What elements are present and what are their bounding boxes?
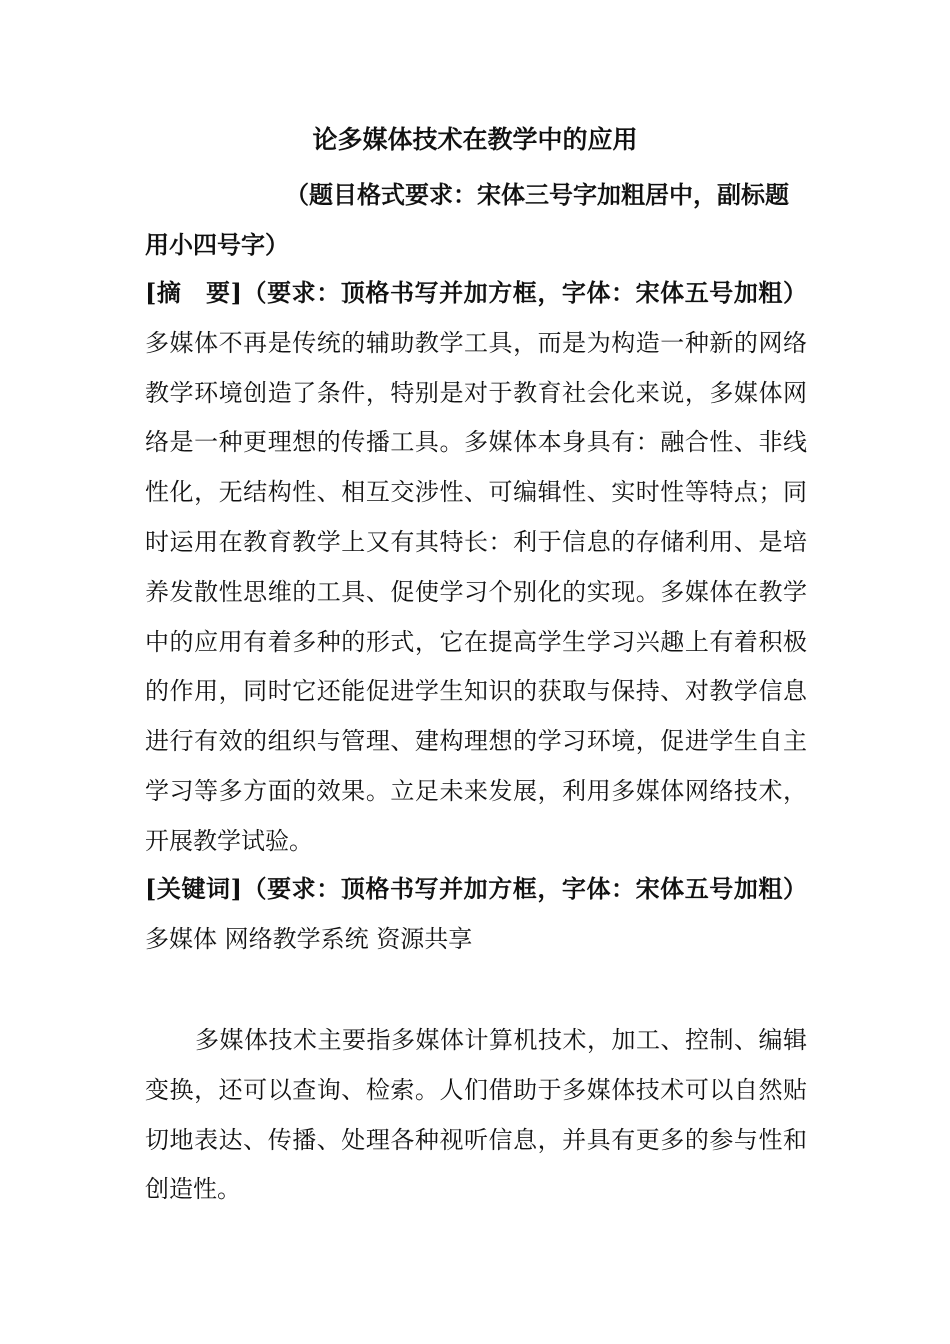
abstract-requirement: （要求：顶格书写并加方框，字体：宋体五号加粗）	[241, 278, 807, 307]
body-paragraph: 多媒体技术主要指多媒体计算机技术，加工、控制、编辑变换，还可以查询、检索。人们借助于多媒体技术可以自然贴切地表达、传播、处理各种视听信息，并具有更多的参与性和创造性。	[145, 1026, 807, 1204]
document-title: 论多媒体技术在教学中的应用	[312, 125, 638, 154]
abstract-paragraph	[145, 268, 807, 867]
title-format-requirement: （题目格式要求：宋体三号字加粗居中，副标题用小四号字）	[145, 180, 789, 259]
keywords-text: 多媒体 网络教学系统 资源共享	[145, 924, 473, 953]
abstract-text: 多媒体不再是传统的辅助教学工具，而是为构造一种新的网络教学环境创造了条件，特别是对于教育社会化来说，多媒体网络是一种更理想的传播工具。多媒体本身具有：融合性、非线性化，无结构性、相互交涉性、可编辑性、实时性等特点；同时运用在教育教学上又有其特长：利于信息的存储利用、是培养发散性思维的工具、促使学习个别化的实现。多媒体在教学中的应用有着多种的形式，它在提高学生学习兴趣上有着积极的作用，同时它还能促进学生知识的获取与保持、对教学信息进行有效的组织与管理、建构理想的学习环境，促进学生自主学习等多方面的效果。立足未来发展，利用多媒体网络技术，开展教学试验。	[145, 328, 807, 855]
abstract-label: [摘 要]	[145, 278, 242, 307]
keywords-label: [关键词]	[145, 874, 242, 903]
keywords-requirement: （要求：顶格书写并加方框，字体：宋体五号加粗）	[241, 874, 807, 903]
keywords-paragraph	[145, 864, 807, 965]
